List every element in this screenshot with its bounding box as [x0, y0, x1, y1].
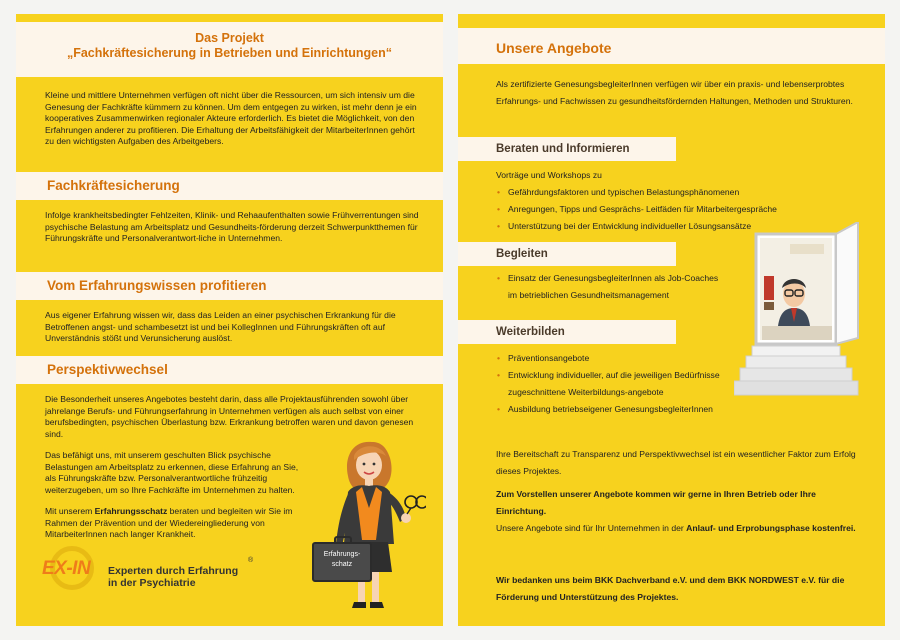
list-item: • Anregungen, Tipps und Gesprächs- Leitfäden für Mitarbeitergespräche [496, 201, 876, 218]
para-erfahrungsschatz-bold: Erfahrungsschatz [94, 506, 168, 516]
kostenfrei-pre: Unsere Angebote sind für Ihr Unternehmen in der [496, 523, 687, 533]
para-erfahrungsschatz-pre: Mit unserem [45, 506, 95, 516]
right-panel [458, 14, 885, 626]
list-item: • Ausbildung betriebseigener GenesungsbegleiterInnen [496, 401, 726, 418]
project-title: „Fachkräftesicherung in Betrieben und Einrichtungen“ [66, 46, 393, 60]
vorstellen-text: Zum Vorstellen unserer Angebote kommen wir gerne in Ihren Betrieb oder Ihre Einrichtung. [496, 489, 816, 516]
bereitschaft-text: Ihre Bereitschaft zu Transparenz und Perspektivwechsel ist ein wesentlicher Faktor zum Erfolg dieses Projektes. [496, 449, 856, 476]
weiterbilden-list [496, 350, 726, 418]
door-stairs-illustration [734, 222, 864, 412]
left-panel [16, 14, 443, 626]
briefcase-icon [312, 542, 372, 582]
case-label-2: schatz [331, 561, 353, 568]
exin-logo-mark: EX-IN [42, 558, 91, 579]
para-befaehigt: Das befähigt uns, mit unserem geschulten Blick psychische Belastungen am Arbeitsplatz zu erkennen, diese Erfahrung an Sie, als Führungskräfte bzw. Personalverantwortliche frühzeitig weiterzugeben, um so Ihre Fachkräfte im Unternehmen zu halten. [45, 450, 299, 495]
list-item: • Entwicklung individueller, auf die jeweiligen Bedürfnisse zugeschnittene Weiterbildungs-angebote [496, 367, 726, 401]
logo-line-2: in der Psychiatrie [108, 577, 196, 589]
section-title-erfahrungswissen: Vom Erfahrungswissen profitieren [47, 278, 267, 293]
begleiten-list [496, 270, 721, 304]
angebote-intro: Als zertifizierte GenesungsbegleiterInnen verfügen wir über ein praxis- und lebenserprobtes Erfahrungs- und Fachwissen zu gesundheitsfördernden Haltungen, Methoden und Strukturen. [496, 79, 853, 106]
tab-beraten: Beraten und Informieren [458, 137, 676, 161]
angebote-title: Unsere Angebote [496, 40, 612, 56]
case-label-1: Erfahrungs- [323, 551, 361, 558]
businesswoman-illustration [308, 432, 426, 612]
logo-registered: ® [248, 557, 254, 564]
kostenfrei-text [496, 520, 866, 537]
para-erfahrungsschatz-post: beraten und begleiten wir Sie im Rahmen der Prävention und der Wiedereingliederung von MitarbeiterInnen nach langer Krankheit. [45, 506, 293, 540]
section-text-erfahrungswissen: Aus eigener Erfahrung wissen wir, dass das Leiden an einer psychischen Erkrankung für die Betroffenen angst- und schambesetzt ist und bei KollegInnen und Führungskräften oft auf Unverständnis stößt und Verunsicherung auslöst. [45, 310, 396, 344]
list-item: • Einsatz der GenesungsbegleiterInnen als Job-Coaches im betrieblichen Gesundheitsmanagement [496, 270, 721, 304]
tab-begleiten: Begleiten [458, 242, 676, 266]
list-item: • Präventionsangebote [496, 350, 726, 367]
section-title-perspektivwechsel: Perspektivwechsel [47, 362, 168, 377]
intro-text: Kleine und mittlere Unternehmen verfügen oft nicht über die Ressourcen, um sich intensiv um die Genesung der Fachkräfte kümmern zu können. Um dem entgegen zu wirken, ist mehr denn je ein kooperatives Zusammenwirken regionaler Akteure erforderlich. Es bietet die Möglichkeit, von den Erfahrungen anderer zu profitieren. Die Erhaltung der Arbeitsfähigkeit der MitarbeiterInnen gehört zu den wichtigsten Aufgaben des Arbeitgebers. [45, 90, 417, 147]
kostenfrei-bold: Anlauf- und Erprobungsphase kostenfrei. [686, 523, 856, 533]
project-label: Das Projekt [195, 31, 264, 45]
tab-weiterbilden: Weiterbilden [458, 320, 676, 344]
dank-text: Wir bedanken uns beim BKK Dachverband e.V. und dem BKK NORDWEST e.V. für die Förderung und Unterstützung des Projektes. [496, 575, 845, 602]
section-text-perspektivwechsel: Die Besonderheit unseres Angebotes besteht darin, dass alle Projektausführenden sowohl über jahrelange Berufs- und Führungserfahrung in Unternehmen verfügen als auch selbst von einer berufsbedingten, psychischen Überlastung bzw. Erkrankung betroffen waren und davon genesen sind. [45, 394, 414, 439]
section-text-fachkraefte: Infolge krankheitsbedingter Fehlzeiten, Klinik- und Rehaaufenthalten sowie Frühverrentungen sind psychische Belastung am Arbeitsplatz und Gesundheits-förderung derzeit Schwerpunktthemen für Führungskräfte und Personalverantwort-liche in Unternehmen. [45, 210, 419, 244]
section-title-fachkraefte: Fachkräftesicherung [47, 178, 180, 193]
para-erfahrungsschatz [45, 506, 307, 541]
list-item: • Unterstützung bei der Entwicklung individueller Lösungsansätze [496, 218, 876, 235]
list-item: • Gefährdungsfaktoren und typischen Belastungsphänomenen [496, 184, 876, 201]
beraten-lead: Vorträge und Workshops zu [496, 170, 602, 180]
logo-line-1: Experten durch Erfahrung [108, 565, 239, 577]
